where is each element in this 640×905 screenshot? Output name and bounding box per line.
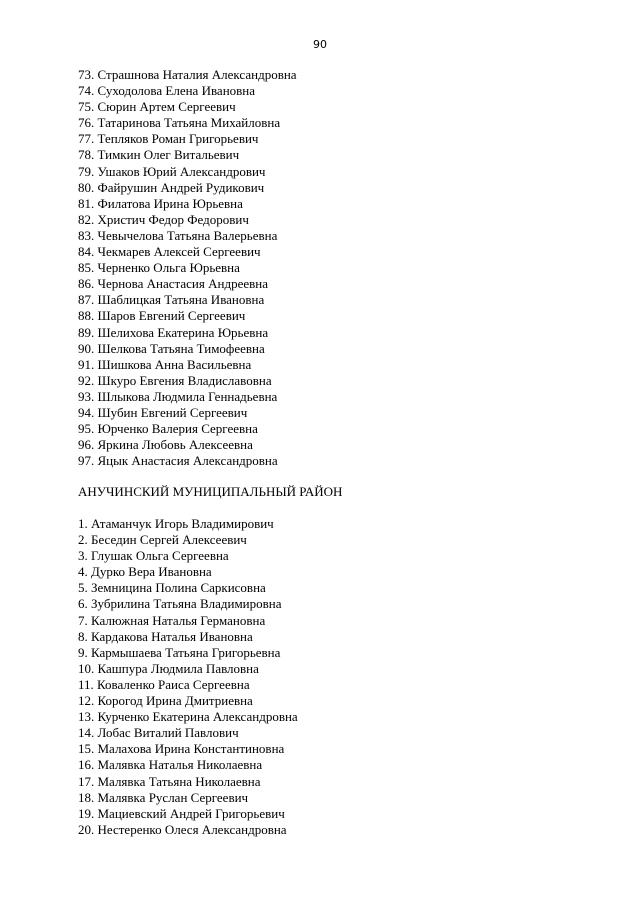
list-item: 89. Шелихова Екатерина Юрьевна	[78, 324, 269, 340]
list-item: 18. Малявка Руслан Сергеевич	[78, 789, 249, 805]
list-item: 20. Нестеренко Олеся Александровна	[78, 821, 287, 837]
list-item: 74. Суходолова Елена Ивановна	[78, 83, 256, 99]
list-item: 91. Шишкова Анна Васильевна	[78, 356, 252, 372]
list-item: 81. Филатова Ирина Юрьевна	[78, 195, 243, 211]
list-item: 80. Файрушин Андрей Рудикович	[78, 179, 265, 195]
list-item: 8. Кардакова Наталья Ивановна	[78, 628, 253, 644]
section-heading: АНУЧИНСКИЙ МУНИЦИПАЛЬНЫЙ РАЙОН	[78, 484, 343, 499]
list-item: 9. Кармышаева Татьяна Григорьевна	[78, 644, 281, 660]
list-item: 3. Глушак Ольга Сергеевна	[78, 548, 229, 564]
list-item: 11. Коваленко Раиса Сергеевна	[78, 676, 250, 692]
list-item: 92. Шкуро Евгения Владиславовна	[78, 372, 272, 388]
list-item: 73. Страшнова Наталия Александровна	[78, 67, 297, 82]
list-item: 10. Кашпура Людмила Павловна	[78, 660, 259, 676]
page-number: 90	[313, 38, 327, 51]
list-item: 84. Чекмарев Алексей Сергеевич	[78, 244, 261, 260]
list-item: 17. Малявка Татьяна Николаевна	[78, 773, 261, 789]
list-item: 96. Яркина Любовь Алексеевна	[78, 437, 253, 453]
list-item: 4. Дурко Вера Ивановна	[78, 564, 212, 580]
list-item: 15. Малахова Ирина Константиновна	[78, 741, 285, 757]
list-item: 1. Атаманчук Игорь Владимирович	[78, 516, 274, 531]
list-item: 16. Малявка Наталья Николаевна	[78, 757, 263, 773]
list-item: 82. Христич Федор Федорович	[78, 211, 249, 227]
list-item: 87. Шаблицкая Татьяна Ивановна	[78, 292, 265, 308]
list-item: 77. Тепляков Роман Григорьевич	[78, 131, 259, 147]
list-item: 12. Корогод Ирина Дмитриевна	[78, 693, 253, 709]
list-item: 75. Сюрин Артем Сергеевич	[78, 99, 236, 115]
list-item: 94. Шубин Евгений Сергеевич	[78, 404, 248, 420]
list-item: 76. Татаринова Татьяна Михайловна	[78, 115, 281, 131]
name-list-continued	[78, 67, 297, 469]
list-item: 19. Мациевский Андрей Григорьевич	[78, 805, 285, 821]
list-item: 5. Земницина Полина Саркисовна	[78, 580, 266, 596]
list-item: 14. Лобас Виталий Павлович	[78, 725, 239, 741]
list-item: 78. Тимкин Олег Витальевич	[78, 147, 240, 163]
list-item: 85. Черненко Ольга Юрьевна	[78, 260, 240, 276]
list-item: 97. Яцык Анастасия Александровна	[78, 453, 278, 469]
name-list-district	[78, 516, 298, 838]
list-item: 6. Зубрилина Татьяна Владимировна	[78, 596, 282, 612]
list-item: 95. Юрченко Валерия Сергеевна	[78, 421, 258, 437]
list-item: 79. Ушаков Юрий Александрович	[78, 163, 266, 179]
list-item: 13. Курченко Екатерина Александровна	[78, 709, 298, 725]
list-item: 2. Беседин Сергей Алексеевич	[78, 532, 247, 548]
list-item: 90. Шелкова Татьяна Тимофеевна	[78, 340, 265, 356]
list-item: 7. Калюжная Наталья Германовна	[78, 612, 266, 628]
list-item: 88. Шаров Евгений Сергеевич	[78, 308, 246, 324]
list-item: 93. Шлыкова Людмила Геннадьевна	[78, 388, 278, 404]
list-item: 86. Чернова Анастасия Андреевна	[78, 276, 268, 292]
list-item: 83. Чевычелова Татьяна Валерьевна	[78, 227, 278, 243]
